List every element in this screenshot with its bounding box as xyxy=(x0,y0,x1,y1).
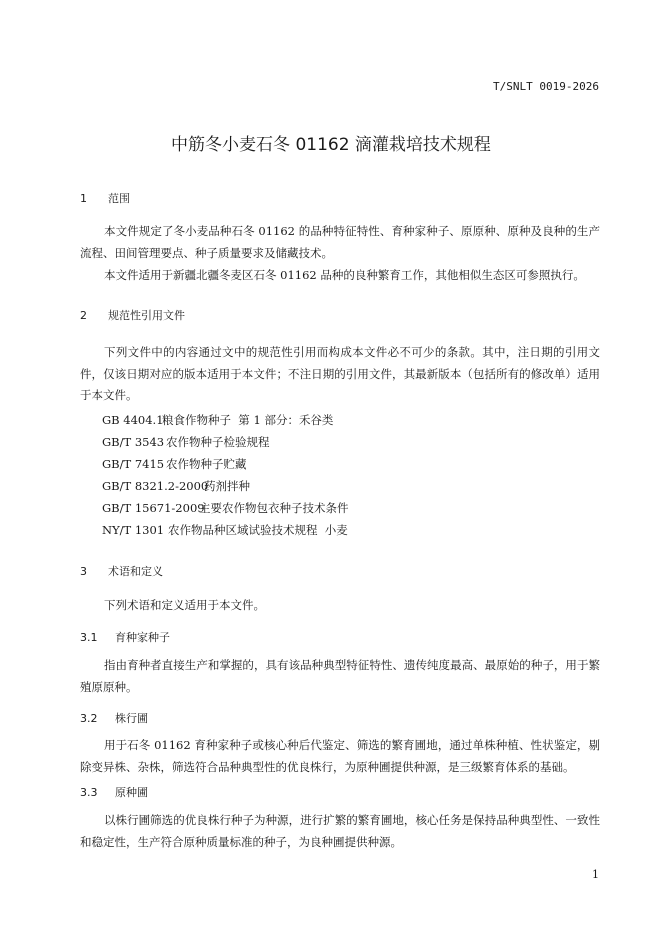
term-heading-line-nursery xyxy=(80,710,148,726)
document-title: 中筋冬小麦石冬 01162 滴灌栽培技术规程 xyxy=(171,135,491,155)
reference-item xyxy=(102,412,333,428)
term-definition-breeder-seed: 指由育种者直接生产和掌握的，具有该品种典型特征特性、遗传纯度最高、最原始的种子，用于繁殖原原种。 xyxy=(80,658,600,694)
term-definition-line-nursery: 用于石冬 01162 育种家种子或核心种后代鉴定、筛选的繁育圃地，通过单株种植、性状鉴定，剔除变异株、杂株，筛选符合品种典型性的优良株行，为原种圃提供种源，是三级繁育体系的基础。 xyxy=(80,738,600,774)
section-title: 范围 xyxy=(108,192,130,205)
reference-title: 药剂拌种 xyxy=(204,479,250,493)
terms-intro-paragraph: 下列术语和定义适用于本文件。 xyxy=(104,598,265,612)
reference-item xyxy=(102,434,270,450)
references-intro-paragraph: 下列文件中的内容通过文中的规范性引用而构成本文件必不可少的条款。其中，注日期的引用文件，仅该日期对应的版本适用于本文件；不注日期的引用文件，其最新版本（包括所有的修改单）适用于本文件。 xyxy=(80,345,600,402)
reference-code: GB/T 7415 xyxy=(102,457,165,471)
reference-title: 主要农作物包衣种子技术条件 xyxy=(199,501,349,515)
page-number: 1 xyxy=(592,868,599,881)
reference-code: GB/T 15671-2009 xyxy=(102,501,205,515)
section-title: 术语和定义 xyxy=(108,565,163,578)
scope-paragraph-1: 本文件规定了冬小麦品种石冬 01162 的品种特征特性、育种家种子、原原种、原种及良种的生产流程、田间管理要点、种子质量要求及储藏技术。 xyxy=(80,224,600,260)
reference-item xyxy=(102,456,247,472)
section-number: 2 xyxy=(80,309,87,322)
term-heading-foundation-seed-nursery xyxy=(80,784,148,800)
section-heading-terms-definitions xyxy=(80,563,163,579)
term-title: 株行圃 xyxy=(115,712,148,725)
reference-title: 粮食作物种子 第 1 部分：禾谷类 xyxy=(162,413,334,427)
reference-item xyxy=(102,478,250,494)
scope-paragraph-2: 本文件适用于新疆北疆冬麦区石冬 01162 品种的良种繁育工作，其他相似生态区可参照执行。 xyxy=(104,268,585,282)
term-heading-breeder-seed xyxy=(80,629,170,645)
reference-code: GB/T 3543 xyxy=(102,435,165,449)
section-number: 3 xyxy=(80,565,87,578)
reference-code: NY/T 1301 xyxy=(102,523,165,537)
term-number: 3.2 xyxy=(80,712,98,725)
section-number: 1 xyxy=(80,192,87,205)
term-definition-foundation-seed-nursery: 以株行圃筛选的优良株行种子为种源，进行扩繁的繁育圃地，核心任务是保持品种典型性、一致性和稳定性，生产符合原种质量标准的种子，为良种圃提供种源。 xyxy=(80,813,600,849)
section-heading-normative-references xyxy=(80,307,185,323)
section-heading-scope xyxy=(80,190,130,206)
term-number: 3.3 xyxy=(80,786,98,799)
reference-title: 农作物种子检验规程 xyxy=(166,435,270,449)
reference-title: 农作物种子贮藏 xyxy=(166,457,247,471)
reference-item xyxy=(102,500,349,516)
reference-title: 农作物品种区域试验技术规程 小麦 xyxy=(168,523,348,537)
reference-code: GB/T 8321.2-2000 xyxy=(102,479,209,493)
document-code: T/SNLT 0019-2026 xyxy=(493,80,599,93)
term-title: 育种家种子 xyxy=(115,631,170,644)
reference-item xyxy=(102,522,348,538)
reference-code: GB 4404.1 xyxy=(102,413,164,427)
term-title: 原种圃 xyxy=(115,786,148,799)
section-title: 规范性引用文件 xyxy=(108,309,185,322)
term-number: 3.1 xyxy=(80,631,98,644)
